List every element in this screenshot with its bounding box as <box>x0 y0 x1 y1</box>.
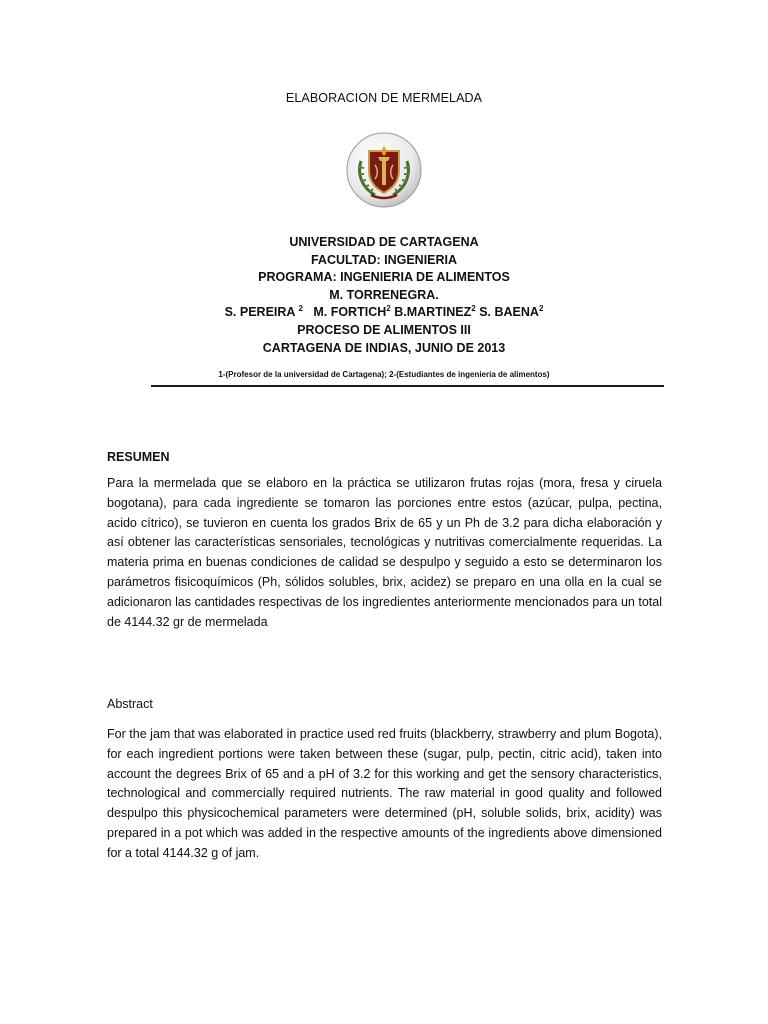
university-name: UNIVERSIDAD DE CARTAGENA <box>289 235 479 249</box>
author-name: M. FORTICH <box>313 305 387 320</box>
place-date: CARTAGENA DE INDIAS, JUNIO DE 2013 <box>262 340 506 355</box>
author-name: S. PEREIRA <box>224 305 295 320</box>
course-name: PROCESO DE ALIMENTOS III <box>297 322 471 337</box>
author-name: S. BAENA <box>479 305 539 320</box>
program-name: PROGRAMA: INGENIERIA DE ALIMENTOS <box>258 270 510 285</box>
university-crest-icon <box>345 131 423 209</box>
document-header <box>0 234 768 357</box>
author-name: B.MARTINEZ <box>394 305 472 320</box>
resumen-heading: RESUMEN <box>107 450 170 464</box>
author-superscript: 2 <box>471 304 476 314</box>
resumen-paragraph: Para la mermelada que se elaboro en la práctica se utilizaron frutas rojas (mora, fresa y ciruela bogotana), para cada ingrediente se tomaron las porciones entre estos (azúcar, pulpa, pectina, acido cítrico), se tuvieron en cuenta los grados Brix de 65 y un Ph de 3.2 para dicha elaboración y así obtener las características sensoriales, tecnológicas y nutritivas comercialmente requeridas. La materia prima en buenas condiciones de calidad se despulpo y seguido a esto se determinaron los parámetros fisicoquímicos (Ph, sólidos solubles, brix, acidez) se preparo en una olla en la cual se adicionaron las cantidades respectivas de los ingredientes anteriormente mencionados para un total de 4144.32 gr de mermelada <box>107 476 662 629</box>
author-superscript: 2 <box>538 304 544 314</box>
abstract-heading: Abstract <box>107 697 153 711</box>
professor-name: M. TORRENEGRA. <box>329 287 439 302</box>
faculty-name: FACULTAD: INGENIERIA <box>310 252 458 267</box>
author-superscript: 2 <box>386 304 391 314</box>
abstract-paragraph: For the jam that was elaborated in practice used red fruits (blackberry, strawberry and plum Bogota), for each ingredient portions were taken between these (sugar, pulp, pectin, citric acid), taken into account the degrees Brix of 65 and a pH of 3.2 for this working and get the sensory characteristics, technological and commercially required nutrients. The raw material in good quality and followed despulpo this physicochemical parameters were determined (pH, soluble solids, brix, acidity) was prepared in a pot which was added in the respective amounts of the ingredients above dimensioned for a total 4144.32 g of jam. <box>107 727 662 860</box>
document-title: ELABORACION DE MERMELADA <box>285 91 483 105</box>
author-superscript: 2 <box>298 304 303 314</box>
author-list <box>0 304 768 322</box>
header-divider <box>151 385 664 387</box>
affiliation-note: 1-(Profesor de la universidad de Cartagena); 2-(Estudiantes de ingeniería de alimentos) <box>218 370 550 379</box>
